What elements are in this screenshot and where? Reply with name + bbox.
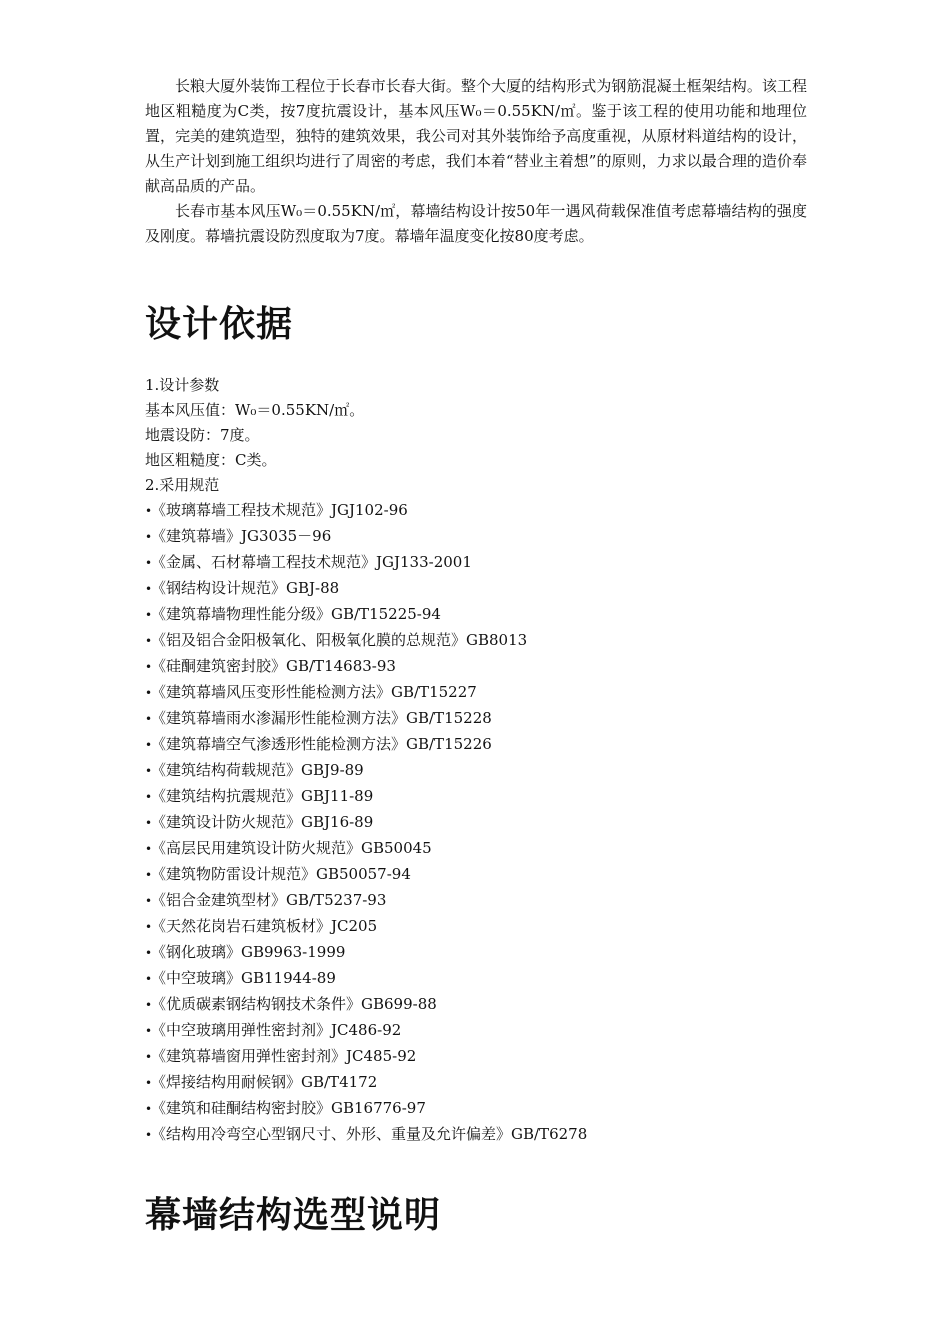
spec-item [145, 706, 807, 732]
specs-list [145, 498, 807, 1148]
spec-text: 《建筑结构荷载规范》GBJ9-89 [151, 761, 364, 779]
spec-item [145, 654, 807, 680]
spec-item [145, 628, 807, 654]
spec-item [145, 1018, 807, 1044]
spec-item [145, 914, 807, 940]
spec-text: 《中空玻璃》GB11944-89 [151, 969, 336, 987]
spec-item [145, 758, 807, 784]
spec-item [145, 784, 807, 810]
spec-text: 《建筑幕墙空气渗透形性能检测方法》GB/T15226 [151, 735, 492, 753]
spec-text: 《建筑结构抗震规范》GBJ11-89 [151, 787, 374, 805]
bullet-icon: • [145, 920, 153, 934]
bullet-icon: • [145, 556, 153, 570]
spec-text: 《高层民用建筑设计防火规范》GB50045 [151, 839, 432, 857]
design-param-seismic: 地震设防：7度。 [145, 426, 260, 444]
spec-text: 《焊接结构用耐候钢》GB/T4172 [151, 1073, 378, 1091]
spec-item [145, 498, 807, 524]
spec-text: 《铝合金建筑型材》GB/T5237-93 [151, 891, 387, 909]
bullet-icon: • [145, 894, 153, 908]
bullet-icon: • [145, 868, 153, 882]
spec-text: 《建筑幕墙物理性能分级》GB/T15225-94 [151, 605, 441, 623]
document-content [145, 74, 807, 1238]
spec-text: 《金属、石材幕墙工程技术规范》JGJ133-2001 [151, 553, 472, 571]
bullet-icon: • [145, 738, 153, 752]
spec-item [145, 1044, 807, 1070]
spec-text: 《建筑物防雷设计规范》GB50057-94 [151, 865, 411, 883]
specs-heading: 2.采用规范 [145, 476, 220, 494]
spec-item [145, 836, 807, 862]
bullet-icon: • [145, 1076, 153, 1090]
spec-text: 《钢化玻璃》GB9963-1999 [151, 943, 346, 961]
spec-text: 《建筑幕墙风压变形性能检测方法》GB/T15227 [151, 683, 477, 701]
bullet-icon: • [145, 686, 153, 700]
bullet-icon: • [145, 972, 153, 986]
section-heading-design-basis: 设计依据 [145, 304, 294, 345]
spec-item [145, 550, 807, 576]
spec-text: 《结构用冷弯空心型钢尺寸、外形、重量及允许偏差》GB/T6278 [151, 1125, 588, 1143]
spec-item [145, 524, 807, 550]
section-heading-curtain-wall-selection: 幕墙结构选型说明 [145, 1195, 442, 1236]
bullet-icon: • [145, 582, 153, 596]
spec-text: 《优质碳素钢结构钢技术条件》GB699-88 [151, 995, 437, 1013]
spec-text: 《玻璃幕墙工程技术规范》JGJ102-96 [151, 501, 408, 519]
design-params-heading: 1.设计参数 [145, 376, 220, 394]
bullet-icon: • [145, 504, 153, 518]
bullet-icon: • [145, 1102, 153, 1116]
bullet-icon: • [145, 608, 153, 622]
spec-item [145, 602, 807, 628]
spec-item [145, 888, 807, 914]
spec-item [145, 732, 807, 758]
spec-text: 《建筑幕墙窗用弹性密封剂》JC485-92 [151, 1047, 417, 1065]
intro-paragraph-1: 长粮大厦外装饰工程位于长春市长春大街。整个大厦的结构形式为钢筋混凝土框架结构。该工程地区粗糙度为C类，按7度抗震设计，基本风压W₀＝0.55KN/㎡。鉴于该工程的使用功能和地理位置，完美的建筑造型，独特的建筑效果，我公司对其外装饰给予高度重视，从原材料道结构的设计，从生产计划到施工组织均进行了周密的考虑，我们本着“替业主着想”的原则，力求以最合理的造价奉献高品质的产品。 [145, 77, 807, 195]
spec-item [145, 940, 807, 966]
bullet-icon: • [145, 946, 153, 960]
bullet-icon: • [145, 1050, 153, 1064]
spec-text: 《硅酮建筑密封胶》GB/T14683-93 [151, 657, 396, 675]
spec-item [145, 966, 807, 992]
bullet-icon: • [145, 790, 153, 804]
spec-text: 《铝及铝合金阳极氧化、阳极氧化膜的总规范》GB8013 [151, 631, 528, 649]
spec-text: 《天然花岗岩石建筑板材》JC205 [151, 917, 378, 935]
bullet-icon: • [145, 816, 153, 830]
spec-text: 《建筑设计防火规范》GBJ16-89 [151, 813, 374, 831]
spec-text: 《建筑幕墙》JG3035－96 [151, 527, 332, 545]
bullet-icon: • [145, 998, 153, 1012]
bullet-icon: • [145, 660, 153, 674]
bullet-icon: • [145, 634, 153, 648]
spec-item [145, 1070, 807, 1096]
spec-item [145, 1122, 807, 1148]
spec-item [145, 862, 807, 888]
bullet-icon: • [145, 1128, 153, 1142]
bullet-icon: • [145, 1024, 153, 1038]
design-param-wind-pressure: 基本风压值：W₀＝0.55KN/㎡。 [145, 401, 365, 419]
spec-item [145, 810, 807, 836]
spec-item [145, 680, 807, 706]
spec-text: 《建筑和硅酮结构密封胶》GB16776-97 [151, 1099, 426, 1117]
spec-item [145, 1096, 807, 1122]
spec-text: 《钢结构设计规范》GBJ-88 [151, 579, 340, 597]
bullet-icon: • [145, 712, 153, 726]
design-params-list [145, 398, 807, 473]
spec-item [145, 576, 807, 602]
bullet-icon: • [145, 764, 153, 778]
spec-text: 《建筑幕墙雨水渗漏形性能检测方法》GB/T15228 [151, 709, 492, 727]
spec-item [145, 992, 807, 1018]
intro-paragraph-2: 长春市基本风压W₀＝0.55KN/㎡，幕墙结构设计按50年一遇风荷载保准值考虑幕墙结构的强度及刚度。幕墙抗震设防烈度取为7度。幕墙年温度变化按80度考虑。 [145, 202, 807, 245]
spec-text: 《中空玻璃用弹性密封剂》JC486-92 [151, 1021, 402, 1039]
design-param-roughness: 地区粗糙度：C类。 [145, 451, 277, 469]
bullet-icon: • [145, 842, 153, 856]
bullet-icon: • [145, 530, 153, 544]
